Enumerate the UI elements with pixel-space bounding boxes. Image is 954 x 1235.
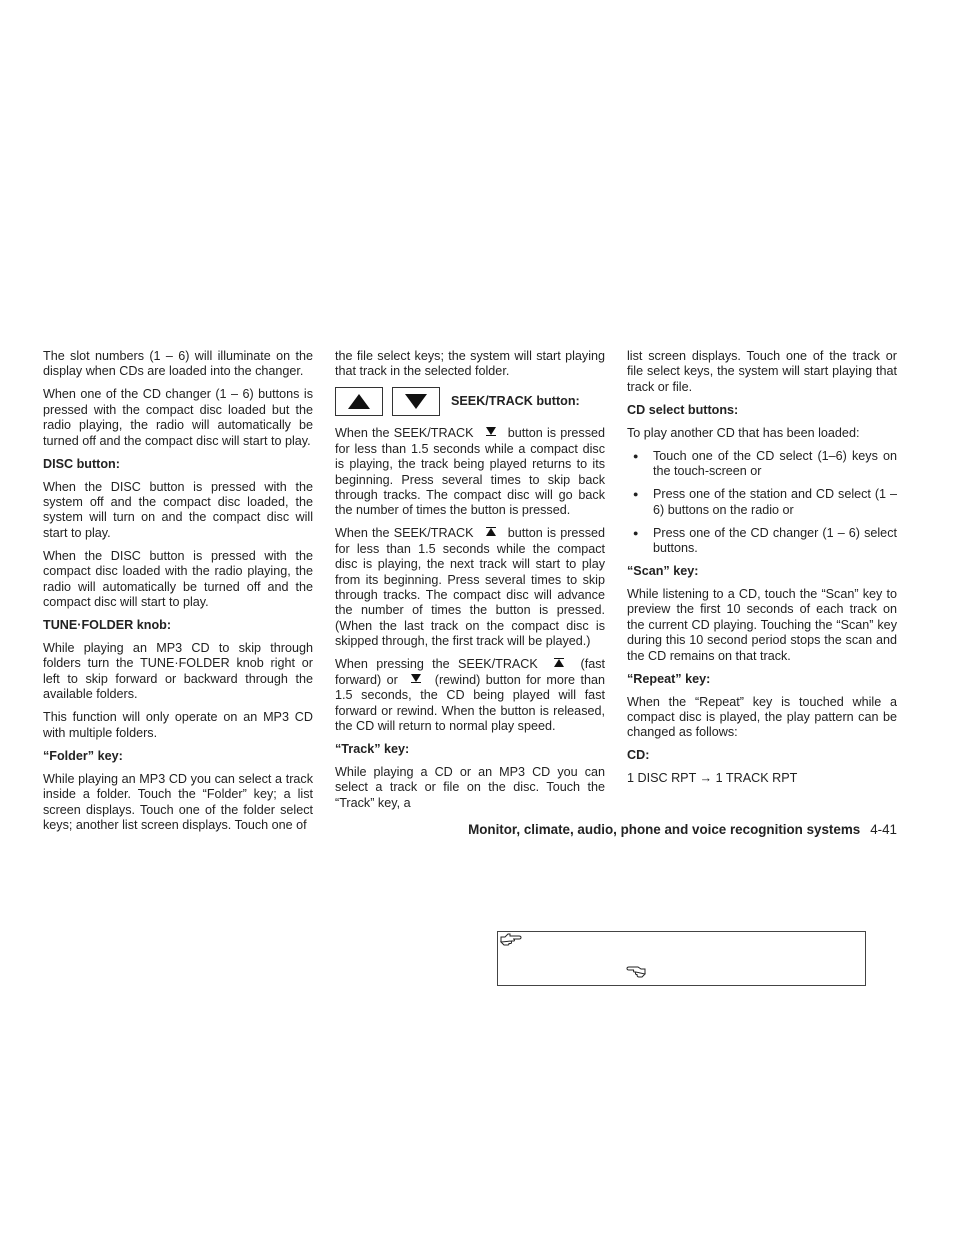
- triangle-down-icon: [405, 394, 427, 409]
- column-right: [627, 349, 897, 794]
- triangle-up-icon: [348, 394, 370, 409]
- text-fragment: When the SEEK/TRACK: [335, 426, 474, 441]
- paragraph: [335, 526, 605, 649]
- rewind-inline-icon: [403, 673, 429, 688]
- paragraph: When the “Repeat” key is touched while a compact disc is played, the play pattern can be changed as follows:: [627, 694, 897, 740]
- heading-disc-button: DISC button:: [43, 456, 120, 471]
- column-middle: [335, 349, 605, 819]
- page-number: 4-41: [870, 822, 897, 837]
- paragraph: [335, 426, 605, 518]
- heading-scan-key: “Scan” key:: [627, 564, 699, 579]
- triangle-down-icon: [411, 674, 421, 683]
- note-box: [497, 931, 866, 986]
- heading-folder-key: “Folder” key:: [43, 748, 123, 763]
- triangle-up-icon: [554, 658, 564, 667]
- fast-forward-inline-icon: [546, 657, 572, 672]
- paragraph: 1 DISC RPT → 1 TRACK RPT: [627, 771, 798, 786]
- list-item: ● Press one of the station and CD select (1 – 6) buttons on the radio or: [627, 487, 897, 518]
- paragraph: This function will only operate on an MP3 CD with multiple folders.: [43, 710, 313, 740]
- seek-down-inline-icon: [478, 426, 504, 441]
- paragraph: While listening to a CD, touch the “Scan” key to preview the first 10 seconds of each track on the current CD playing. Touching the “Scan” key during this 10 second period stops the scan and the CD remains on that track.: [627, 587, 897, 663]
- paragraph: While playing an MP3 CD you can select a track inside a folder. Touch the “Folder” key; a list screen displays. Touch one of the folder select keys; another list screen displays. Touch one of: [43, 771, 313, 832]
- paragraph: the file select keys; the system will start playing that track in the selected folder.: [335, 349, 605, 379]
- pointing-hand-icon: [500, 933, 522, 946]
- heading-seek-track-button: SEEK/TRACK button:: [451, 394, 580, 409]
- footer-section-title: Monitor, climate, audio, phone and voice recognition systems: [468, 822, 861, 837]
- triangle-up-icon: [486, 527, 496, 536]
- paragraph: The slot numbers (1 – 6) will illuminate on the display when CDs are loaded into the changer.: [43, 349, 313, 379]
- paragraph: While playing an MP3 CD to skip through folders turn the TUNE·FOLDER knob right or left to skip forward or backward through the available folders.: [43, 641, 313, 702]
- heading-cd: CD:: [627, 748, 650, 763]
- paragraph: While playing a CD or an MP3 CD you can select a track or file on the disc. Touch the “Track” key, a: [335, 764, 605, 810]
- paragraph: When the DISC button is pressed with the system off and the compact disc loaded, the system will turn on and the compact disc will start to play.: [43, 479, 313, 540]
- text-fragment: button is pressed for less than 1.5 seconds while the compact disc is playing, the next track will start to play from its beginning. Press several times to skip through tracks. The compact disc will advance the number of times the button is pressed. (When the last track on the compact disc is skipped through, the first track will be played.): [335, 526, 606, 649]
- heading-tune-folder-knob: TUNE·FOLDER knob:: [43, 618, 172, 633]
- text-fragment: (fast forward) or: [335, 657, 605, 687]
- seek-up-key-image: [335, 387, 383, 416]
- heading-track-key: “Track” key:: [335, 741, 410, 756]
- page-footer: [468, 822, 897, 837]
- seek-track-heading-row: [335, 387, 605, 416]
- list-item: ● Press one of the CD changer (1 – 6) select buttons.: [627, 526, 897, 557]
- pointing-hand-icon: [626, 966, 646, 978]
- heading-cd-select-buttons: CD select buttons:: [627, 402, 739, 417]
- text-fragment: (rewind) button for more than 1.5 seconds, the CD being played will fast forward or rewind. When the button is released, the CD will return to normal play speed.: [335, 672, 606, 733]
- column-left: [43, 349, 313, 841]
- text-fragment: button is pressed for less than 1.5 seconds while a compact disc is playing, the track being played returns to its beginning. Press several times to skip back through tracks. The compact disc will go back the number of times the button is pressed.: [335, 426, 606, 518]
- paragraph: When the DISC button is pressed with the compact disc loaded with the radio playing, the radio will automatically be turned off and the compact disc will start to play.: [43, 548, 313, 610]
- paragraph: list screen displays. Touch one of the track or file select keys, the system will start playing that track or file.: [627, 349, 897, 394]
- triangle-down-icon: [486, 427, 496, 436]
- seek-up-inline-icon: [478, 526, 504, 541]
- text-fragment: When the SEEK/TRACK: [335, 526, 474, 541]
- paragraph: [335, 657, 605, 734]
- heading-repeat-key: “Repeat” key:: [627, 671, 711, 686]
- seek-down-key-image: [392, 387, 440, 416]
- text-fragment: When pressing the SEEK/TRACK: [335, 657, 538, 672]
- paragraph: When one of the CD changer (1 – 6) buttons is pressed with the compact disc loaded but the radio playing, the radio will automatically be turned off and the compact disc will start to play.: [43, 387, 313, 448]
- bullet-list: [627, 449, 897, 557]
- paragraph: To play another CD that has been loaded:: [627, 425, 860, 440]
- list-item: ● Touch one of the CD select (1–6) keys on the touch-screen or: [627, 449, 897, 480]
